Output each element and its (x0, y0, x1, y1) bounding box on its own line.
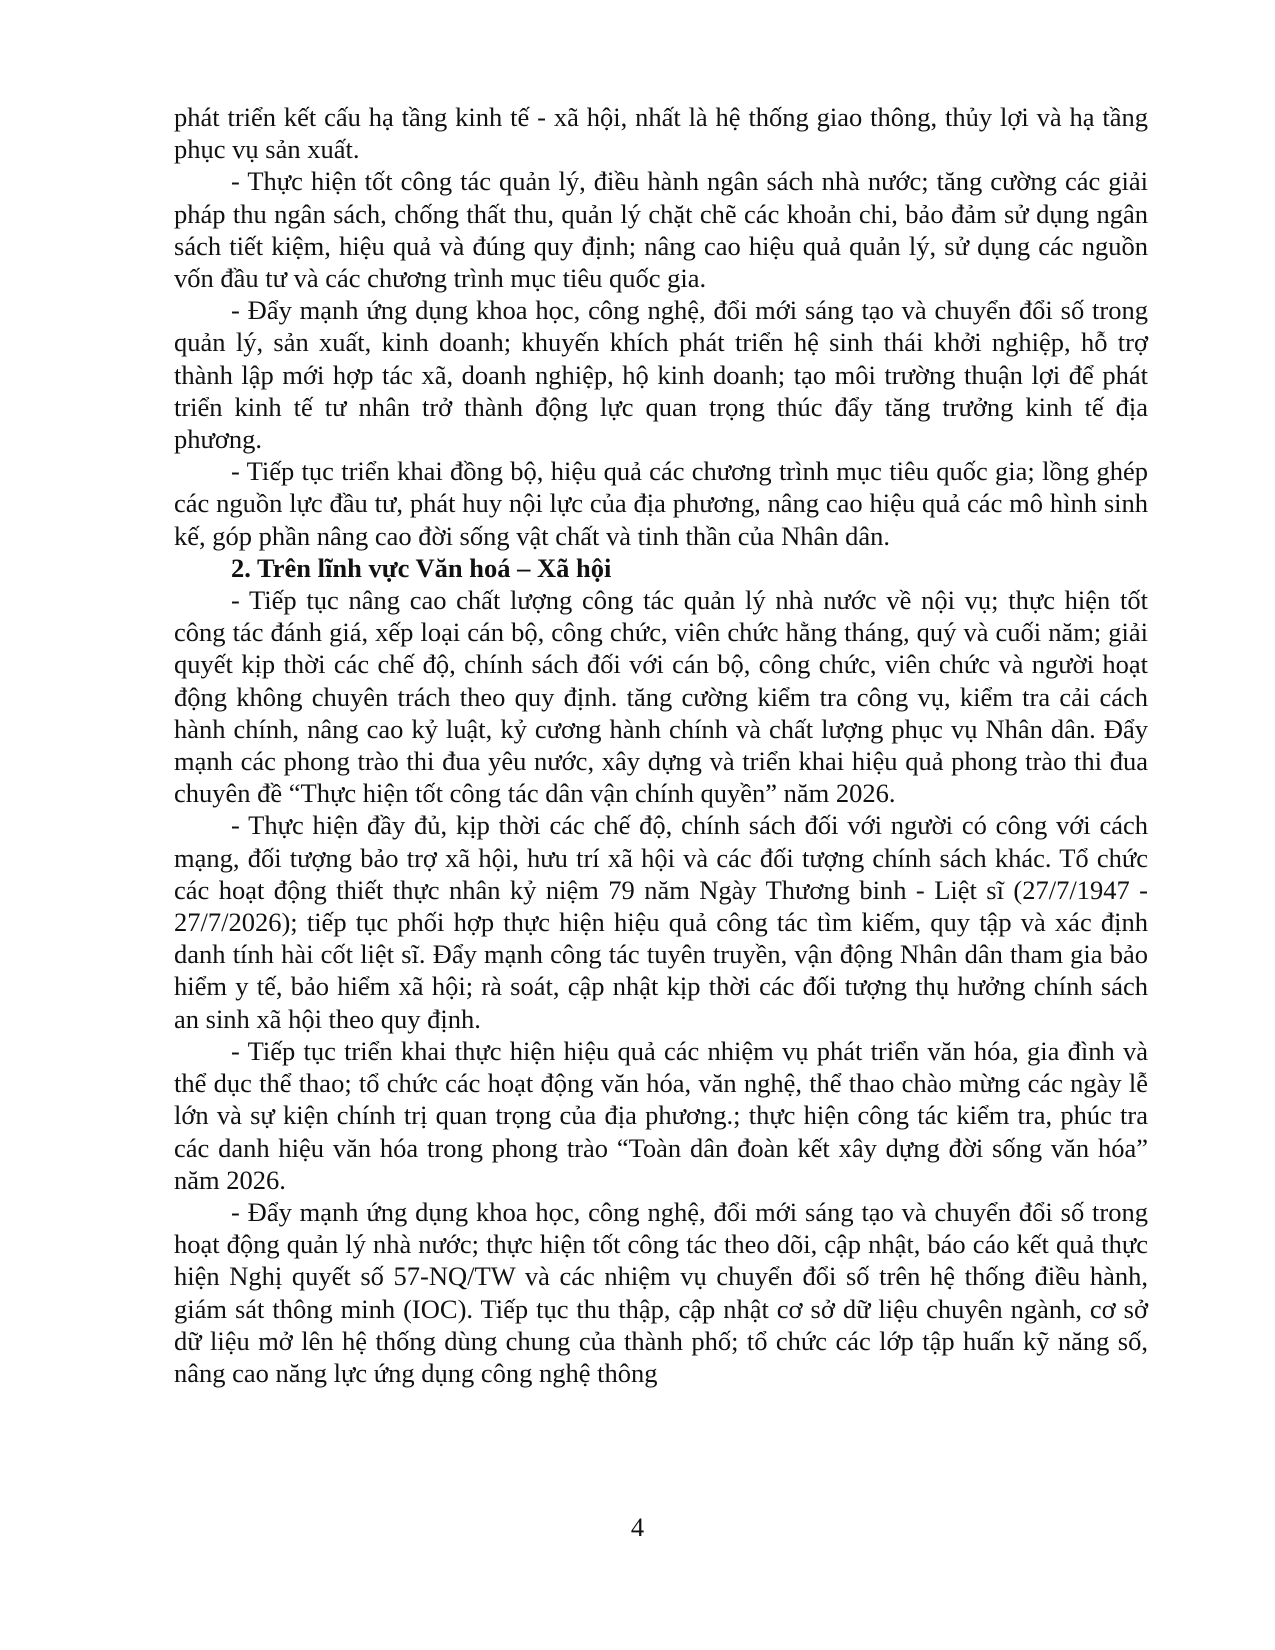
document-body (174, 101, 1148, 1389)
paragraph-digital-transformation: - Đẩy mạnh ứng dụng khoa học, công nghệ, đổi mới sáng tạo và chuyển đổi số trong hoạt động quản lý nhà nước; thực hiện tốt công tác theo dõi, cập nhật, báo cáo kết quả thực hiện Nghị quyết số 57-NQ/TW và các nhiệm vụ chuyển đổi số trên hệ thống điều hành, giám sát thông minh (IOC). Tiếp tục thu thập, cập nhật cơ sở dữ liệu chuyên ngành, cơ sở dữ liệu mở lên hệ thống dùng chung của thành phố; tổ chức các lớp tập huấn kỹ năng số, nâng cao năng lực ứng dụng công nghệ thông (174, 1196, 1148, 1388)
paragraph-science-technology: - Đẩy mạnh ứng dụng khoa học, công nghệ, đổi mới sáng tạo và chuyển đổi số trong quản lý, sản xuất, kinh doanh; khuyến khích phát triển hệ sinh thái khởi nghiệp, hỗ trợ thành lập mới hợp tác xã, doanh nghiệp, hộ kinh doanh; tạo môi trường thuận lợi để phát triển kinh tế tư nhân trở thành động lực quan trọng thúc đẩy tăng trưởng kinh tế địa phương. (174, 295, 1148, 455)
paragraph-budget-management: - Thực hiện tốt công tác quản lý, điều hành ngân sách nhà nước; tăng cường các giải pháp thu ngân sách, chống thất thu, quản lý chặt chẽ các khoản chi, bảo đảm sử dụng ngân sách tiết kiệm, hiệu quả và đúng quy định; nâng cao hiệu quả quản lý, sử dụng các nguồn vốn đầu tư và các chương trình mục tiêu quốc gia. (174, 166, 1148, 294)
paragraph-culture-sports: - Tiếp tục triển khai thực hiện hiệu quả các nhiệm vụ phát triển văn hóa, gia đình và thể dục thể thao; tổ chức các hoạt động văn hóa, văn nghệ, thể thao chào mừng các ngày lễ lớn và sự kiện chính trị quan trọng của địa phương.; thực hiện công tác kiểm tra, phúc tra các danh hiệu văn hóa trong phong trào “Toàn dân đoàn kết xây dựng đời sống văn hóa” năm 2026. (174, 1035, 1148, 1195)
page-number: 4 (630, 1512, 645, 1542)
paragraph-national-target-programs: - Tiếp tục triển khai đồng bộ, hiệu quả các chương trình mục tiêu quốc gia; lồng ghép các nguồn lực đầu tư, phát huy nội lực của địa phương, nâng cao hiệu quả các mô hình sinh kế, góp phần nâng cao đời sống vật chất và tinh thần của Nhân dân. (174, 456, 1148, 551)
paragraph-continuation: phát triển kết cấu hạ tầng kinh tế - xã hội, nhất là hệ thống giao thông, thủy lợi và hạ tầng phục vụ sản xuất. (174, 102, 1148, 165)
paragraph-social-policy: - Thực hiện đầy đủ, kịp thời các chế độ, chính sách đối với người có công với cách mạng, đối tượng bảo trợ xã hội, hưu trí xã hội và các đối tượng chính sách khác. Tổ chức các hoạt động thiết thực nhân kỷ niệm 79 năm Ngày Thương binh - Liệt sĩ (27/7/1947 - 27/7/2026); tiếp tục phối hợp thực hiện hiệu quả công tác tìm kiếm, quy tập và xác định danh tính hài cốt liệt sĩ. Đẩy mạnh công tác tuyên truyền, vận động Nhân dân tham gia bảo hiểm y tế, bảo hiểm xã hội; rà soát, cập nhật kịp thời các đối tượng thụ hưởng chính sách an sinh xã hội theo quy định. (174, 810, 1148, 1034)
paragraph-internal-affairs: - Tiếp tục nâng cao chất lượng công tác quản lý nhà nước về nội vụ; thực hiện tốt công tác đánh giá, xếp loại cán bộ, công chức, viên chức hằng tháng, quý và cuối năm; giải quyết kịp thời các chế độ, chính sách đối với cán bộ, công chức, viên chức và người hoạt động không chuyên trách theo quy định. tăng cường kiểm tra công vụ, kiểm tra cải cách hành chính, nâng cao kỷ luật, kỷ cương hành chính và chất lượng phục vụ Nhân dân. Đẩy mạnh các phong trào thi đua yêu nước, xây dựng và triển khai hiệu quả phong trào thi đua chuyên đề “Thực hiện tốt công tác dân vận chính quyền” năm 2026. (174, 585, 1148, 809)
section-heading: 2. Trên lĩnh vực Văn hoá – Xã hội (231, 552, 612, 583)
